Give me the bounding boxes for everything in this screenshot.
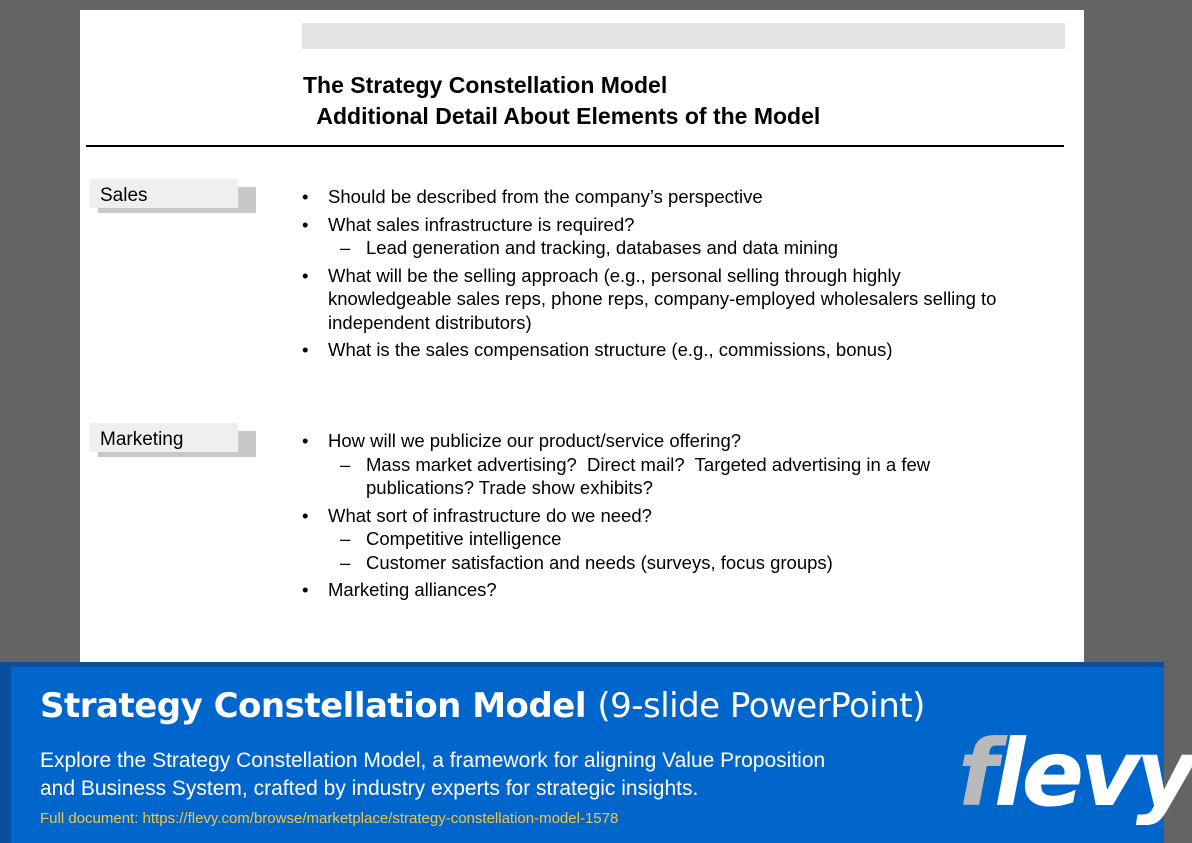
dash-icon: – [340,453,351,475]
bullet-dot-icon: • [302,339,309,360]
banner-top-edge [0,662,1164,667]
bullet-dot-icon: • [302,504,309,526]
banner-title [40,686,925,726]
bullet-item [302,429,1022,500]
logo-rest: levy [994,720,1192,827]
bullet-text: Should be described from the company’s perspective [328,186,763,207]
section-label-text: Marketing [90,423,238,452]
bullet-text: What will be the selling approach (e.g., personal selling through highly knowledgeable sales reps, phone reps, company-employed wholesalers selling to independent distributors) [328,264,997,333]
bullet-text: How will we publicize our product/service offering? [328,430,742,451]
dash-icon: – [340,551,351,573]
banner-description: Explore the Strategy Constellation Model, a framework for aligning Value Proposition and Business System, crafted by industry experts for strategic insights. [40,749,826,800]
sub-bullet-item [302,453,1022,500]
bullet-dot-icon: • [302,430,309,451]
section-label-sales [90,179,248,213]
section-label-marketing [90,423,248,457]
bullet-item [302,578,1022,602]
slide-title: The Strategy Constellation Model [303,72,668,98]
bullet-dot-icon: • [302,186,309,207]
bullet-item [302,213,1022,260]
marketing-bullets [302,429,1022,606]
bullet-item [302,338,1022,362]
header-bar [302,23,1065,49]
bullet-dot-icon: • [302,213,309,235]
flevy-logo[interactable] [958,720,1192,827]
bullet-item [302,504,1022,575]
bullet-item [302,264,1022,335]
bullet-text: What sort of infrastructure do we need? [328,504,652,526]
sub-bullet-item [302,236,1022,260]
banner-side-edge [0,662,11,843]
section-label-text: Sales [90,179,238,208]
dash-icon: – [340,237,351,258]
sub-bullet-text: Competitive intelligence [366,528,562,549]
dash-icon: – [340,528,351,549]
bullet-text: What is the sales compensation structure (e.g., commissions, bonus) [328,339,893,360]
sub-bullet-text: Mass market advertising? Direct mail? Targeted advertising in a few publications? Trade show exhibits? [366,453,936,498]
promo-banner [0,662,1192,843]
banner-title-light: (9-slide PowerPoint) [597,686,925,726]
bullet-dot-icon: • [302,579,309,600]
sub-bullet-text: Lead generation and tracking, databases and data mining [366,237,839,258]
bullet-text: Marketing alliances? [328,579,497,600]
slide-subtitle: Additional Detail About Elements of the Model [316,103,821,129]
logo-first-letter: f [958,720,995,827]
sub-bullet-item [302,551,1022,575]
document-link[interactable]: Full document: https://flevy.com/browse/marketplace/strategy-constellation-model-1578 [40,810,619,827]
slide [80,10,1084,665]
title-divider [86,145,1064,147]
banner-title-bold: Strategy Constellation Model [40,686,586,726]
bullet-dot-icon: • [302,264,309,286]
sub-bullet-text: Customer satisfaction and needs (surveys, focus groups) [366,551,833,573]
bullet-text: What sales infrastructure is required? [328,213,635,235]
sub-bullet-item [302,527,1022,551]
sales-bullets [302,185,1022,366]
bullet-item [302,185,1022,209]
